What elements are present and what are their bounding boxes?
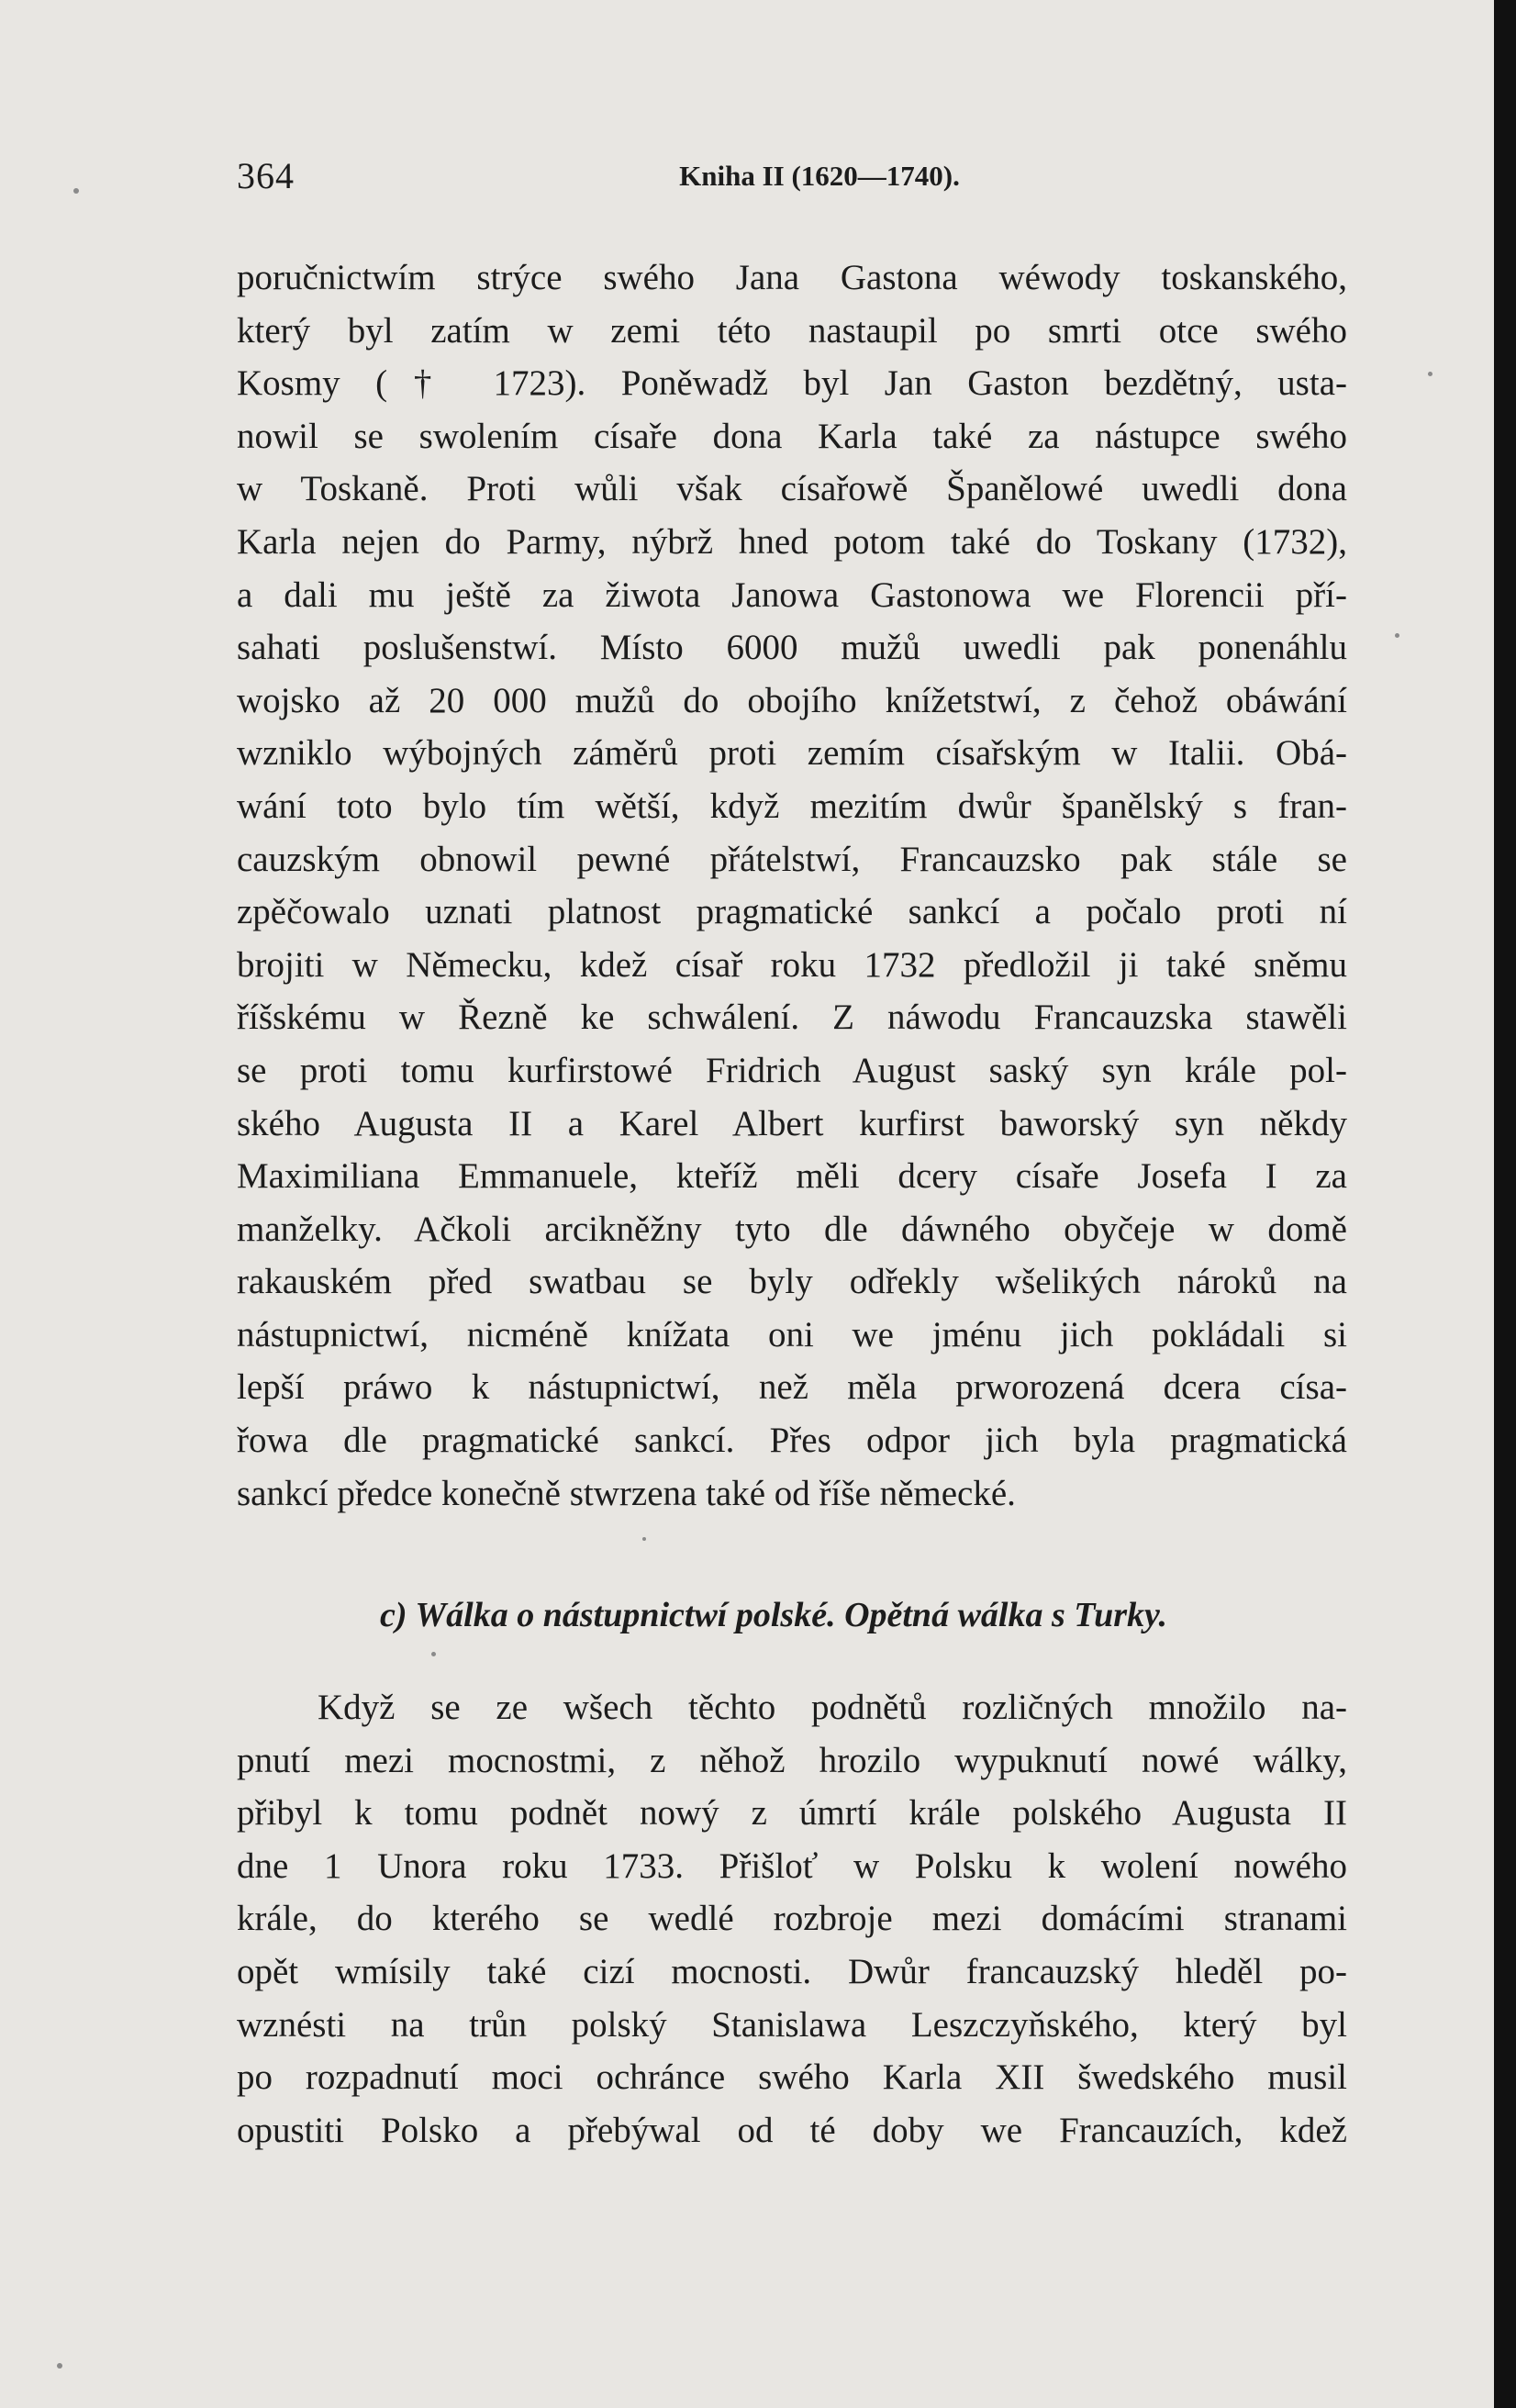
text-line: Maximiliana Emmanuele, kteříž měli dcery císaře Josefa I za: [237, 1156, 1347, 1197]
text-line: se proti tomu kurfirstowé Fridrich August saský syn krále pol-: [237, 1050, 1347, 1090]
text-line: cauzským obnowil pewné přátelstwí, Francauzsko pak stále se: [237, 839, 1347, 879]
page-header: [237, 154, 1347, 200]
text-line: po rozpadnutí moci ochránce swého Karla XII šwedského musil: [237, 2057, 1347, 2098]
text-line: wojsko až 20 000 mužů do obojího knížetstwí, z čehož obáwání: [237, 680, 1347, 720]
text-line: dne 1 Unora roku 1733. Přišloť w Polsku k wolení nowého: [237, 1845, 1347, 1886]
scan-speck: [642, 1537, 646, 1541]
paragraph-2: [237, 1681, 1347, 2157]
text-line: Karla nejen do Parmy, nýbrž hned potom také do Toskany (1732),: [237, 521, 1347, 562]
scan-border: [1494, 0, 1516, 2408]
text-line: a dali mu ještě za žiwota Janowa Gastonowa we Florencii pří-: [237, 574, 1347, 615]
text-line: opět wmísily také cizí mocnosti. Dwůr francauzský hleděl po-: [237, 1951, 1347, 1991]
scan-speck: [1428, 372, 1432, 376]
text-line: wání toto bylo tím wětší, když mezitím dwůr španělský s fran-: [237, 786, 1347, 826]
scan-speck: [73, 188, 79, 194]
scan-speck: [431, 1652, 436, 1656]
text-line: říšskému w Řezně ke schwálení. Z náwodu Francauzska stawěli: [237, 998, 1347, 1038]
scan-speck: [57, 2363, 62, 2369]
scan-speck: [1395, 633, 1399, 638]
text-line: pnutí mezi mocnostmi, z něhož hrozilo wypuknutí nowé wálky,: [237, 1740, 1347, 1780]
text-line: sankcí předce konečně stwrzena také od říše německé.: [237, 1473, 1016, 1513]
paragraph-1: [237, 251, 1347, 1520]
text-line: řowa dle pragmatické sankcí. Přes odpor jich byla pragmatická: [237, 1421, 1347, 1461]
text-line: krále, do kterého se wedlé rozbroje mezi domácími stranami: [237, 1899, 1347, 1939]
running-head: Kniha II (1620—1740).: [679, 160, 960, 192]
text-line: wzniklo wýbojných záměrů proti zemím císařským w Italii. Obá-: [237, 733, 1347, 774]
text-line: rakauském před swatbau se byly odřekly wšelikých nároků na: [237, 1262, 1347, 1302]
text-line: lepší práwo k nástupnictwí, než měla prworozená dcera císa-: [237, 1367, 1347, 1408]
text-line: Kosmy († 1723). Poněwadž byl Jan Gaston bezdětný, usta-: [237, 363, 1347, 404]
text-line: ského Augusta II a Karel Albert kurfirst baworský syn někdy: [237, 1103, 1347, 1143]
section-heading: c) Wálka o nástupnictwí polské. Opětná wálka s Turky.: [380, 1596, 1167, 1634]
text-line: nowil se swolením císaře dona Karla také za nástupce swého: [237, 416, 1347, 456]
text-line: w Toskaně. Proti wůli však císařowě Španělowé uwedli dona: [237, 469, 1347, 509]
text-line: zpěčowalo uznati platnost pragmatické sankcí a počalo proti ní: [237, 892, 1347, 932]
text-line: opustiti Polsko a přebýwal od té doby we Francauzích, kdež: [237, 2110, 1347, 2150]
text-line: který byl zatím w zemi této nastaupil po smrti otce swého: [237, 310, 1347, 351]
page-number: 364: [237, 155, 295, 196]
text-line: wznésti na trůn polský Stanislawa Leszczyňského, který byl: [237, 2004, 1347, 2045]
text-line: přibyl k tomu podnět nowý z úmrtí krále polského Augusta II: [237, 1793, 1347, 1834]
text-line: poručnictwím strýce swého Jana Gastona wéwody toskanského,: [237, 258, 1347, 297]
text-line: Když se ze wšech těchto podnětů rozličných množilo na-: [318, 1688, 1347, 1727]
text-line: nástupnictwí, nicméně knížata oni we jménu jich pokládali si: [237, 1314, 1347, 1354]
text-line: manželky. Ačkoli arcikněžny tyto dle dáwného obyčeje w domě: [237, 1209, 1347, 1249]
text-line: brojiti w Německu, kdež císař roku 1732 předložil ji také sněmu: [237, 944, 1347, 985]
text-line: sahati poslušenstwí. Místo 6000 mužů uwedli pak ponenáhlu: [237, 628, 1347, 668]
